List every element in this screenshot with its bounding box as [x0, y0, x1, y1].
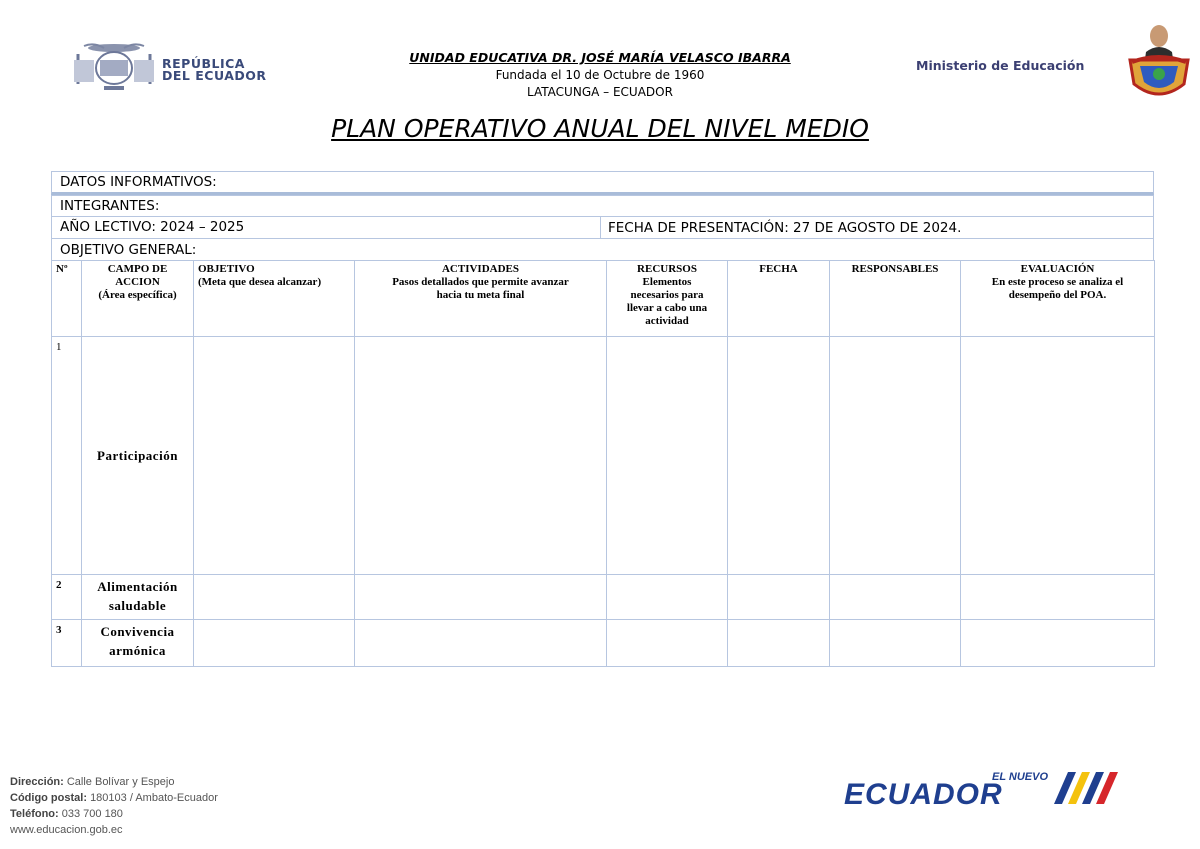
- school-emblem: [1124, 22, 1194, 104]
- cell-objetivo[interactable]: [194, 575, 355, 620]
- cell-fecha[interactable]: [728, 337, 830, 575]
- header-fecha: FECHA: [728, 261, 830, 337]
- cell-recursos[interactable]: [607, 337, 728, 575]
- row-area: Alimentación saludable: [82, 575, 194, 620]
- header-campo: CAMPO DE ACCION (Área específica): [82, 261, 194, 337]
- header-evaluacion: EVALUACIÓN En este proceso se analiza el desempeño del POA.: [961, 261, 1155, 337]
- founded-text: Fundada el 10 de Octubre de 1960: [495, 68, 705, 82]
- cell-responsables[interactable]: [830, 337, 961, 575]
- emblem-icon: [1124, 22, 1194, 104]
- anio-lectivo-label: AÑO LECTIVO: 2024 – 2025: [60, 219, 245, 235]
- cell-evaluacion[interactable]: [961, 575, 1155, 620]
- cell-actividades[interactable]: [355, 337, 607, 575]
- school-header: [300, 50, 900, 99]
- row-num: 3: [52, 620, 82, 667]
- cell-responsables[interactable]: [830, 575, 961, 620]
- datos-informativos-label: DATOS INFORMATIVOS:: [60, 174, 217, 190]
- coat-of-arms-icon: [64, 40, 164, 94]
- nuevo-ecuador-logo: [842, 764, 1132, 814]
- header-objetivo: OBJETIVO (Meta que desea alcanzar): [194, 261, 355, 337]
- header-recursos: RECURSOS Elementos necesarios para llevar a cabo una actividad: [607, 261, 728, 337]
- nuevo-ecuador-icon: [842, 764, 1132, 814]
- header-actividades: ACTIVIDADES Pasos detallados que permite avanzar hacia tu meta final: [355, 261, 607, 337]
- objetivo-general-label: OBJETIVO GENERAL:: [60, 242, 197, 258]
- cell-objetivo[interactable]: [194, 620, 355, 667]
- integrantes-row: [51, 195, 1154, 217]
- cell-fecha[interactable]: [728, 620, 830, 667]
- document-title: PLAN OPERATIVO ANUAL DEL NIVEL MEDIO: [331, 114, 869, 143]
- ministry-label: Ministerio de Educación: [916, 58, 1085, 73]
- row-area: Participación: [82, 337, 194, 575]
- logo-line-2: DEL ECUADOR: [162, 68, 267, 83]
- poa-table: [51, 260, 1155, 667]
- cell-fecha[interactable]: [728, 575, 830, 620]
- fecha-presentacion-label: FECHA DE PRESENTACIÓN: 27 DE AGOSTO DE 2024.: [608, 219, 962, 236]
- footer-contact: [10, 774, 218, 838]
- brand-text: ECUADOR: [844, 778, 1003, 811]
- anio-fecha-row: [51, 217, 1154, 239]
- brand-top-text: EL NUEVO: [992, 771, 1049, 783]
- cell-recursos[interactable]: [607, 620, 728, 667]
- cell-responsables[interactable]: [830, 620, 961, 667]
- table-header-row: [52, 261, 1155, 337]
- table-row: [52, 575, 1155, 620]
- table-row: [52, 337, 1155, 575]
- location-text: LATACUNGA – ECUADOR: [527, 85, 673, 99]
- row-num: 2: [52, 575, 82, 620]
- objetivo-general-row: [51, 239, 1154, 261]
- cell-recursos[interactable]: [607, 575, 728, 620]
- footer-address: Dirección: Calle Bolívar y Espejo: [10, 776, 175, 788]
- header-responsables: RESPONSABLES: [830, 261, 961, 337]
- row-num: 1: [52, 337, 82, 575]
- table-row: [52, 620, 1155, 667]
- header-num: Nº: [52, 261, 82, 337]
- integrantes-label: INTEGRANTES:: [60, 198, 160, 214]
- cell-evaluacion[interactable]: [961, 337, 1155, 575]
- cell-actividades[interactable]: [355, 620, 607, 667]
- school-name: UNIDAD EDUCATIVA DR. JOSÉ MARÍA VELASCO IBARRA: [409, 50, 791, 65]
- cell-objetivo[interactable]: [194, 337, 355, 575]
- logo-line-1: REPÚBLICA: [162, 56, 245, 71]
- footer-web[interactable]: www.educacion.gob.ec: [10, 824, 123, 836]
- cell-actividades[interactable]: [355, 575, 607, 620]
- cell-evaluacion[interactable]: [961, 620, 1155, 667]
- fecha-presentacion-cell: [600, 217, 961, 238]
- datos-informativos-row: [51, 171, 1154, 195]
- republica-ecuador-logo: [64, 40, 284, 94]
- row-area: Convivencia armónica: [82, 620, 194, 667]
- footer-postal: Código postal: 180103 / Ambato-Ecuador: [10, 792, 218, 804]
- footer-phone: Teléfono: 033 700 180: [10, 808, 123, 820]
